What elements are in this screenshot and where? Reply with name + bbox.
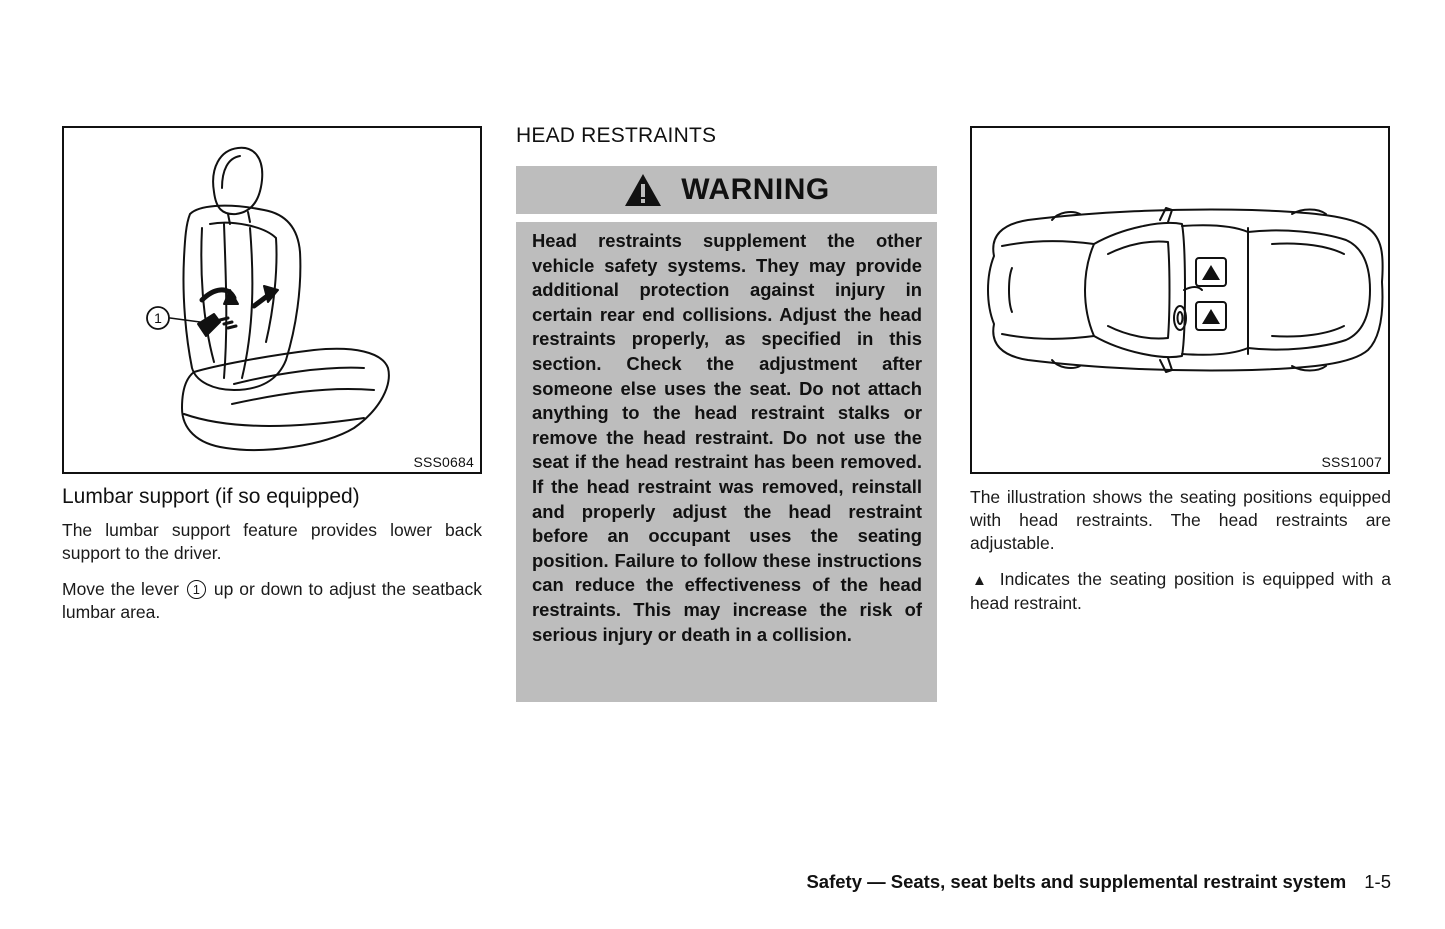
page-footer — [806, 871, 1391, 893]
triangle-legend-icon: ▲ — [972, 572, 990, 589]
lumbar-subheading: Lumbar support (if so equipped) — [62, 485, 360, 508]
page-number: 1-5 — [1364, 871, 1391, 892]
warning-icon — [623, 172, 663, 208]
figure-code: SSS0684 — [413, 454, 474, 470]
lumbar-paragraph-2 — [62, 578, 482, 624]
warning-header — [516, 166, 937, 214]
warning-text: Head restraints supplement the other vehicle safety systems. They may provide additional protection against injury in certain rear end collisions. Adjust the head restraints properly, as specified in this section. Check the adjustment after someone else uses the seat. Do not attach anything to the head restraint stalks or remove the head restraint. Do not use the seat if the head restraint has been removed. If the head restraint was removed, reinstall and properly adjust the head restraint before an occupant uses the seating position. Failure to follow these instructions can reduce the effectiveness of the head restraints. This may increase the risk of serious injury or death in a collision. — [532, 230, 922, 645]
lever-text-before: Move the lever — [62, 579, 179, 599]
car-top-view-illustration — [972, 128, 1388, 472]
warning-title: WARNING — [681, 173, 830, 206]
callout-1-text: 1 — [154, 310, 162, 326]
lever-text-after: up or down to adjust the seatback lumbar area. — [62, 579, 482, 622]
lumbar-figure — [62, 126, 482, 474]
head-restraint-marker-passenger — [1202, 265, 1220, 280]
head-restraint-marker-driver — [1202, 309, 1220, 324]
seating-figure — [970, 126, 1390, 474]
section-title: HEAD RESTRAINTS — [516, 124, 717, 147]
figure-code: SSS1007 — [1321, 454, 1382, 470]
seating-legend — [970, 568, 1391, 615]
lever-callout-marker: 1 — [187, 580, 206, 599]
lumbar-paragraph-1: The lumbar support feature provides lower back support to the driver. — [62, 520, 482, 563]
legend-text: Indicates the seating position is equipped with a head restraint. — [970, 569, 1391, 613]
seating-paragraph-1: The illustration shows the seating positions equipped with head restraints. The head restraints are adjustable. — [970, 487, 1391, 553]
seat-illustration — [64, 128, 480, 472]
warning-body — [516, 222, 937, 702]
footer-section-title: Safety — Seats, seat belts and supplemental restraint system — [806, 871, 1347, 892]
